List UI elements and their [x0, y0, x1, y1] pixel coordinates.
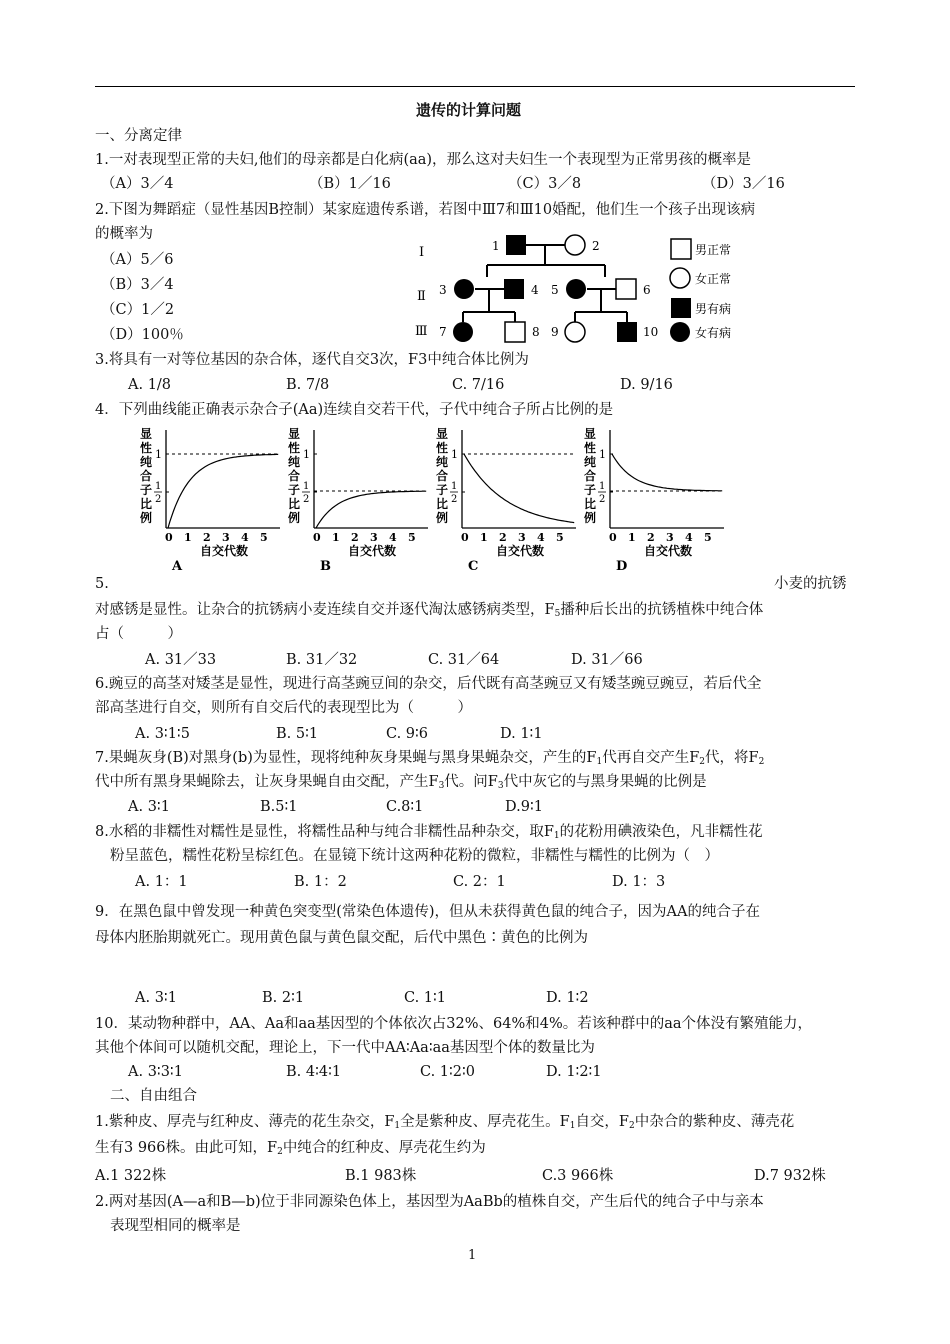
- option: B. 5∶1: [276, 726, 319, 742]
- ylabel-char: 显: [584, 427, 597, 441]
- chart-title: C: [468, 559, 479, 574]
- option: D. 1：3: [612, 874, 666, 890]
- x-tick-label: 1: [628, 531, 636, 544]
- x-tick-label: 4: [389, 531, 397, 544]
- affected-male: [506, 235, 526, 255]
- legend-affected-female: [670, 322, 690, 342]
- page-number: 1: [468, 1248, 477, 1263]
- legend-affected-male: [671, 298, 691, 318]
- ylabel-char: 合: [288, 469, 301, 483]
- legend-normal-female: [670, 268, 690, 288]
- question-12-cont: 表现型相同的概率是: [110, 1218, 241, 1234]
- question-11-cont: 生有3 966株。由此可知，$F_2$中纯合的红种皮、厚壳花生约为: [95, 1140, 486, 1157]
- curve-line: [612, 454, 722, 491]
- y-tick-label: 1: [451, 481, 458, 492]
- svg-text:3: 3: [439, 283, 447, 297]
- option: （B）1／16: [309, 176, 391, 192]
- option: A. 1/8: [128, 377, 172, 393]
- chart-title: D: [616, 559, 628, 574]
- x-tick-label: 5: [556, 531, 564, 544]
- question-10-cont: 其他个体间可以随机交配，理论上，下一代中AA∶Aa∶aa基因型个体的数量比为: [95, 1040, 595, 1056]
- x-tick-label: 1: [480, 531, 488, 544]
- ylabel-char: 显: [436, 427, 449, 441]
- ylabel-char: 子: [584, 483, 597, 497]
- y-tick-label: 2: [599, 494, 606, 505]
- question-1: 1.一对表现型正常的夫妇,他们的母亲都是白化病(aa)，那么这对夫妇生一个表现型为正常男孩的概率是: [95, 152, 752, 168]
- question-10: 10．某动物种群中，AA、Aa和aa基因型的个体依次占32%、64%和4%。若该种群中的aa个体没有繁殖能力，: [95, 1016, 813, 1032]
- option: B.5∶1: [260, 799, 298, 815]
- question-5-num: 5.: [95, 576, 109, 592]
- option: A. 31／33: [145, 652, 217, 668]
- question-9: 9．在黑色鼠中曾发现一种黄色突变型(常染色体遗传)，但从未获得黄色鼠的纯合子，因为AA的纯合子在: [95, 904, 760, 920]
- x-tick-label: 0: [165, 531, 173, 544]
- curve-chart-D: [574, 422, 724, 574]
- ylabel-char: 例: [140, 511, 153, 525]
- option: C.8∶1: [386, 799, 424, 815]
- section-heading: 一、分离定律: [95, 128, 182, 144]
- svg-text:4: 4: [531, 283, 539, 297]
- normal-male: [505, 322, 525, 342]
- ylabel-char: 纯: [436, 455, 449, 469]
- ylabel-char: 性: [584, 441, 597, 455]
- question-8: 8.水稻的非糯性对糯性是显性，将糯性品种与纯合非糯性品种杂交，取$F_1$的花粉用碘液染色，凡非糯性花: [95, 824, 763, 841]
- question-7-cont: 代中所有黑身果蝇除去，让灰身果蝇自由交配，产生$F_3$代。问$F_3$代中灰它的与黑身果蝇的比例是: [95, 774, 707, 791]
- gen-label: Ⅰ: [419, 245, 425, 260]
- affected-male: [504, 279, 524, 299]
- option: （A）5／6: [101, 252, 174, 268]
- option: B.1 983株: [345, 1168, 417, 1184]
- question-3: 3.将具有一对等位基因的杂合体，逐代自交3次，F3中纯合体比例为: [95, 352, 529, 368]
- ylabel-char: 合: [140, 469, 153, 483]
- y-tick-label: 1: [303, 448, 310, 461]
- x-tick-label: 3: [370, 531, 378, 544]
- option: A.1 322株: [95, 1168, 167, 1184]
- ylabel-char: 子: [288, 483, 301, 497]
- question-8-cont: 粉呈蓝色，糯性花粉呈棕红色。在显镜下统计这两种花粉的微粒，非糯性与糯性的比例为（ ）: [110, 848, 719, 864]
- option: D.7 932株: [754, 1168, 826, 1184]
- question-5-line2: 对感锈是显性。让杂合的抗锈病小麦连续自交并逐代淘汰感锈病类型，$F_5$播种后长出的抗锈植株中纯合体: [95, 602, 764, 619]
- affected-female: [454, 279, 474, 299]
- svg-text:10: 10: [643, 325, 659, 339]
- option: B. 4∶4∶1: [286, 1064, 342, 1080]
- question-2: 2.下图为舞蹈症（显性基因B控制）某家庭遗传系谱，若图中Ⅲ7和Ⅲ10婚配，他们生一个孩子出现该病: [95, 202, 756, 218]
- option: D. 1∶2∶1: [546, 1064, 602, 1080]
- pedigree-diagram: [405, 228, 785, 348]
- x-axis-label: 自交代数: [348, 544, 397, 558]
- y-tick-label: 2: [155, 494, 162, 505]
- question-6-cont: 部高茎进行自交，则所有自交后代的表现型比为（ ）: [95, 700, 472, 716]
- x-tick-label: 0: [313, 531, 321, 544]
- x-axis-label: 自交代数: [496, 544, 545, 558]
- option: B. 2∶1: [262, 990, 305, 1006]
- ylabel-char: 例: [584, 511, 597, 525]
- option: B. 7/8: [286, 377, 330, 393]
- x-tick-label: 5: [704, 531, 712, 544]
- gen-label: Ⅲ: [415, 324, 428, 339]
- normal-female: [565, 322, 585, 342]
- option: （D）3／16: [702, 176, 785, 192]
- curve-line: [168, 454, 278, 528]
- option: C. 9∶6: [386, 726, 429, 742]
- y-tick-label: 1: [155, 448, 162, 461]
- x-tick-label: 4: [241, 531, 249, 544]
- affected-female: [566, 279, 586, 299]
- ylabel-char: 例: [288, 511, 301, 525]
- chart-title: A: [172, 559, 183, 574]
- svg-text:7: 7: [439, 325, 447, 339]
- curve-chart-B: [278, 422, 428, 574]
- y-tick-label: 2: [303, 494, 310, 505]
- ylabel-char: 性: [436, 441, 449, 455]
- ylabel-char: 显: [288, 427, 301, 441]
- affected-male: [617, 322, 637, 342]
- ylabel-char: 比: [288, 497, 301, 511]
- x-tick-label: 5: [260, 531, 268, 544]
- svg-text:5: 5: [551, 283, 559, 297]
- svg-text:2: 2: [592, 239, 600, 253]
- curve-line: [316, 491, 426, 528]
- x-tick-label: 2: [647, 531, 655, 544]
- option: D.9∶1: [505, 799, 543, 815]
- option: D. 9/16: [620, 377, 673, 393]
- question-4: 4．下列曲线能正确表示杂合子(Aa)连续自交若干代，子代中纯合子所占比例的是: [95, 402, 614, 418]
- y-tick-label: 1: [155, 481, 162, 492]
- curve-chart-C: [426, 422, 576, 574]
- y-tick-label: 2: [451, 494, 458, 505]
- option: A. 3∶1: [128, 799, 170, 815]
- ylabel-char: 性: [288, 441, 301, 455]
- ylabel-char: 子: [140, 483, 153, 497]
- x-tick-label: 2: [351, 531, 359, 544]
- normal-female: [565, 235, 585, 255]
- ylabel-char: 比: [584, 497, 597, 511]
- x-tick-label: 0: [609, 531, 617, 544]
- svg-text:男正常: 男正常: [695, 243, 732, 257]
- option: D. 1∶1: [500, 726, 543, 742]
- option: （B）3／4: [101, 277, 174, 293]
- question-6: 6.豌豆的高茎对矮茎是显性，现进行高茎豌豆间的杂交，后代既有高茎豌豆又有矮茎豌豆豌豆，若后代全: [95, 676, 762, 692]
- ylabel-char: 纯: [584, 455, 597, 469]
- option: B. 31／32: [286, 652, 358, 668]
- x-tick-label: 4: [685, 531, 693, 544]
- option: （C）1／2: [101, 302, 175, 318]
- gen-label: Ⅱ: [417, 289, 426, 304]
- svg-text:6: 6: [643, 283, 651, 297]
- svg-text:女正常: 女正常: [695, 272, 732, 286]
- question-2-cont: 的概率为: [95, 226, 153, 242]
- ylabel-char: 比: [140, 497, 153, 511]
- question-12: 2.两对基因(A—a和B—b)位于非同源染色体上，基因型为AaBb的植株自交，产生后代的纯合子中与亲本: [95, 1194, 764, 1210]
- question-7: 7.果蝇灰身(B)对黑身(b)为显性，现将纯种灰身果蝇与黑身果蝇杂交，产生的$F_1$代再自交产生$F_2$代，将$F_2$: [95, 750, 765, 767]
- svg-text:男有病: 男有病: [695, 302, 732, 316]
- option: B. 1：2: [294, 874, 347, 890]
- option: C. 31／64: [428, 652, 500, 668]
- x-tick-label: 2: [203, 531, 211, 544]
- curve-charts: [130, 422, 770, 574]
- ylabel-char: 例: [436, 511, 449, 525]
- x-tick-label: 3: [518, 531, 526, 544]
- x-tick-label: 2: [499, 531, 507, 544]
- svg-text:1: 1: [492, 239, 500, 253]
- svg-text:女有病: 女有病: [695, 326, 732, 340]
- option: （C）3／8: [508, 176, 582, 192]
- option: C. 1∶2∶0: [420, 1064, 476, 1080]
- option: A. 1：1: [135, 874, 188, 890]
- affected-female: [453, 322, 473, 342]
- ylabel-char: 纯: [288, 455, 301, 469]
- option: A. 3∶3∶1: [128, 1064, 183, 1080]
- chart-title: B: [320, 559, 331, 574]
- option: （D）100％: [101, 327, 184, 343]
- y-tick-label: 1: [451, 448, 458, 461]
- ylabel-char: 合: [436, 469, 449, 483]
- option: A. 3∶1: [135, 990, 177, 1006]
- x-tick-label: 1: [184, 531, 192, 544]
- x-tick-label: 0: [461, 531, 469, 544]
- section-heading: 二、自由组合: [110, 1088, 197, 1104]
- option: D. 1∶2: [546, 990, 589, 1006]
- svg-text:9: 9: [551, 325, 559, 339]
- x-tick-label: 3: [222, 531, 230, 544]
- option: C. 1∶1: [404, 990, 447, 1006]
- y-tick-label: 1: [599, 481, 606, 492]
- question-9-cont: 母体内胚胎期就死亡。现用黄色鼠与黄色鼠交配，后代中黑色∶黄色的比例为: [95, 930, 588, 946]
- curve-line: [464, 454, 574, 523]
- question-5-tail: 小麦的抗锈: [774, 576, 847, 592]
- option: A. 3∶1∶5: [135, 726, 190, 742]
- ylabel-char: 比: [436, 497, 449, 511]
- x-tick-label: 4: [537, 531, 545, 544]
- svg-text:8: 8: [532, 325, 540, 339]
- page-title: 遗传的计算问题: [416, 101, 522, 119]
- y-tick-label: 1: [303, 481, 310, 492]
- ylabel-char: 纯: [140, 455, 153, 469]
- x-axis-label: 自交代数: [200, 544, 249, 558]
- legend-normal-male: [671, 239, 691, 259]
- option: C. 7/16: [452, 377, 505, 393]
- y-tick-label: 1: [599, 448, 606, 461]
- normal-male: [616, 279, 636, 299]
- x-tick-label: 1: [332, 531, 340, 544]
- ylabel-char: 合: [584, 469, 597, 483]
- option: （A）3／4: [101, 176, 174, 192]
- curve-chart-A: [130, 422, 280, 574]
- ylabel-char: 子: [436, 483, 449, 497]
- option: C. 2：1: [453, 874, 506, 890]
- question-5-line3: 占（ ）: [95, 626, 182, 642]
- ylabel-char: 性: [140, 441, 153, 455]
- header-rule: [95, 86, 855, 87]
- question-11: 1.紫种皮、厚壳与红种皮、薄壳的花生杂交，$F_1$全是紫种皮、厚壳花生。$F_1$自交，$F_2$中杂合的紫种皮、薄壳花: [95, 1114, 795, 1131]
- x-tick-label: 3: [666, 531, 674, 544]
- x-axis-label: 自交代数: [644, 544, 693, 558]
- x-tick-label: 5: [408, 531, 416, 544]
- ylabel-char: 显: [140, 427, 153, 441]
- option: C.3 966株: [542, 1168, 614, 1184]
- option: D. 31／66: [571, 652, 643, 668]
